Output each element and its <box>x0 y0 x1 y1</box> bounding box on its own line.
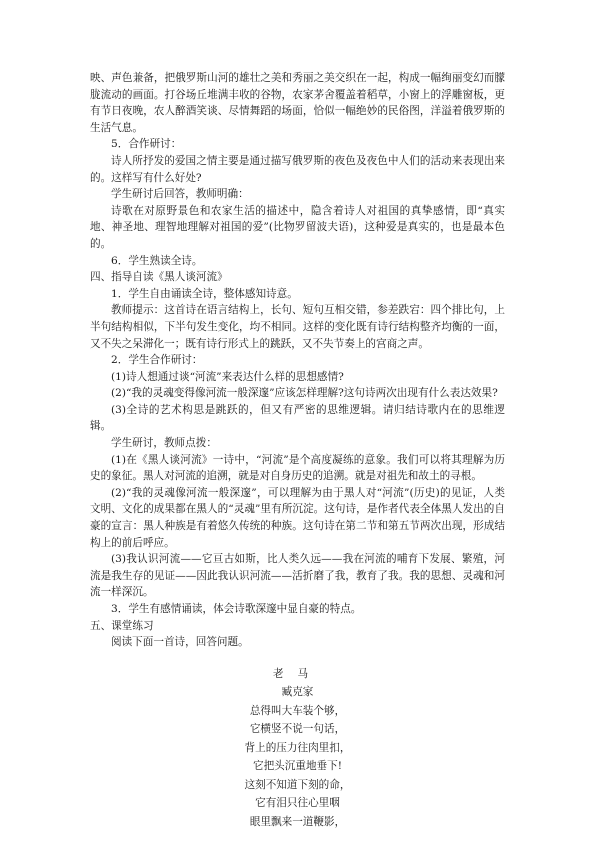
poem-title: 老马 <box>272 667 323 680</box>
poem-line: 它横竖不说一句话， <box>249 723 346 736</box>
poem-author: 臧克家 <box>281 686 314 699</box>
answer-2: (2)“我的灵魂像河流一般深邃”，可以理解为由于黑人对“河流”(历史)的见证，人类文明、文化的成果都在黑人的“灵魂”里有所沉淀。这句诗，是作者代表全体黑人发出的自豪的宣言：黑人种族是有着悠久传统的种族。这句诗在第二节和第五节两次出现，形成结构上的前后呼应。 <box>90 486 505 549</box>
poem-line: 它有泪只往心里咽 <box>255 797 340 810</box>
answer-1: (1)在《黑人谈河流》一诗中，“河流”是个高度凝练的意象。我们可以将其理解为历史的象征。黑人对河流的追溯，就是对自身历史的追溯。就是对祖先和故土的寻根。 <box>90 453 505 483</box>
paragraph-2: 5．合作研讨： <box>111 138 182 151</box>
paragraph-3: 诗人所抒发的爱国之情主要是通过描写俄罗斯的夜色及夜色中人们的活动来表现出来的。这样写有什么好处? <box>90 154 505 184</box>
paragraph-1: 映、声色兼备，把俄罗斯山河的雄壮之美和秀丽之美交织在一起，构成一幅绚丽变幻而朦胧流动的画面。打谷场丘堆满丰收的谷物，农家茅舍覆盖着稻草，小窗上的浮雕窗板，更有节日夜晚，农人醉酒笑谈、尽情舞蹈的场面，恰似一幅绝妙的民俗图，洋溢着俄罗斯的生活气息。 <box>90 72 505 134</box>
paragraph-9: 教师提示：这首诗在语言结构上，长句、短句互相交错，参差跌宕：四个排比句，上半句结构相似，下半句发生变化，均不相同。这样的变化既有诗行结构整齐均衡的一面，又不失之呆滞化一；既有诗行形式上的跳跃，又不失节奏上的宫商之声。 <box>90 304 505 350</box>
paragraph-5: 诗歌在对原野景色和农家生活的描述中，隐含着诗人对祖国的真挚感情，即“真实地、神圣地、理智地理解对祖国的爱”(比物罗留波夫语)，这种爱是真实的，也是最本色的。 <box>90 204 505 250</box>
poem-line: 背上的压力往肉里扣， <box>244 741 351 754</box>
poem-line: 这刻不知道下刻的命， <box>244 778 351 791</box>
paragraph-18: 3．学生有感情诵读，体会诗歌深邃中显自豪的特点。 <box>111 603 362 615</box>
section-heading-4: 四、指导自读《黑人谈河流》 <box>90 271 228 284</box>
paragraph-20: 阅读下面一首诗，回答问题。 <box>111 636 249 649</box>
question-2: (2)“我的灵魂变得像河流一般深邃”应该怎样理解?这句诗两次出现有什么表达效果? <box>111 387 498 400</box>
question-3: (3)全诗的艺术构思是跳跃的，但又有严密的思维逻辑。请归结诗歌内在的思维逻辑。 <box>90 403 505 433</box>
paragraph-14: 学生研讨，教师点拨： <box>111 437 217 450</box>
poem-line: 总得叫大车装个够， <box>249 704 346 717</box>
poem-line: 眼里飘来一道鞭影， <box>249 815 346 828</box>
paragraph-4: 学生研讨后回答，教师明确： <box>111 188 249 201</box>
paragraph-8: 1．学生自由诵读全诗，整体感知诗意。 <box>111 287 298 300</box>
poem-line: 它把头沉重地垂下! <box>252 760 342 773</box>
poem <box>90 665 505 832</box>
paragraph-10: 2．学生合作研讨： <box>111 354 203 367</box>
section-heading-5: 五、课堂练习 <box>90 619 154 632</box>
answer-3: (3)我认识河流——它亘古如斯，比人类久远——我在河流的哺育下发展、繁殖，河流是我生存的见证——因此我认识河流——活折磨了我，教育了我。我的思想、灵魂和河流一样深沉。 <box>90 553 505 599</box>
document-body <box>90 70 505 831</box>
paragraph-6: 6．学生熟读全诗。 <box>111 254 203 267</box>
question-1: (1)诗人想通过谈“河流”来表达什么样的思想感情? <box>111 370 344 383</box>
